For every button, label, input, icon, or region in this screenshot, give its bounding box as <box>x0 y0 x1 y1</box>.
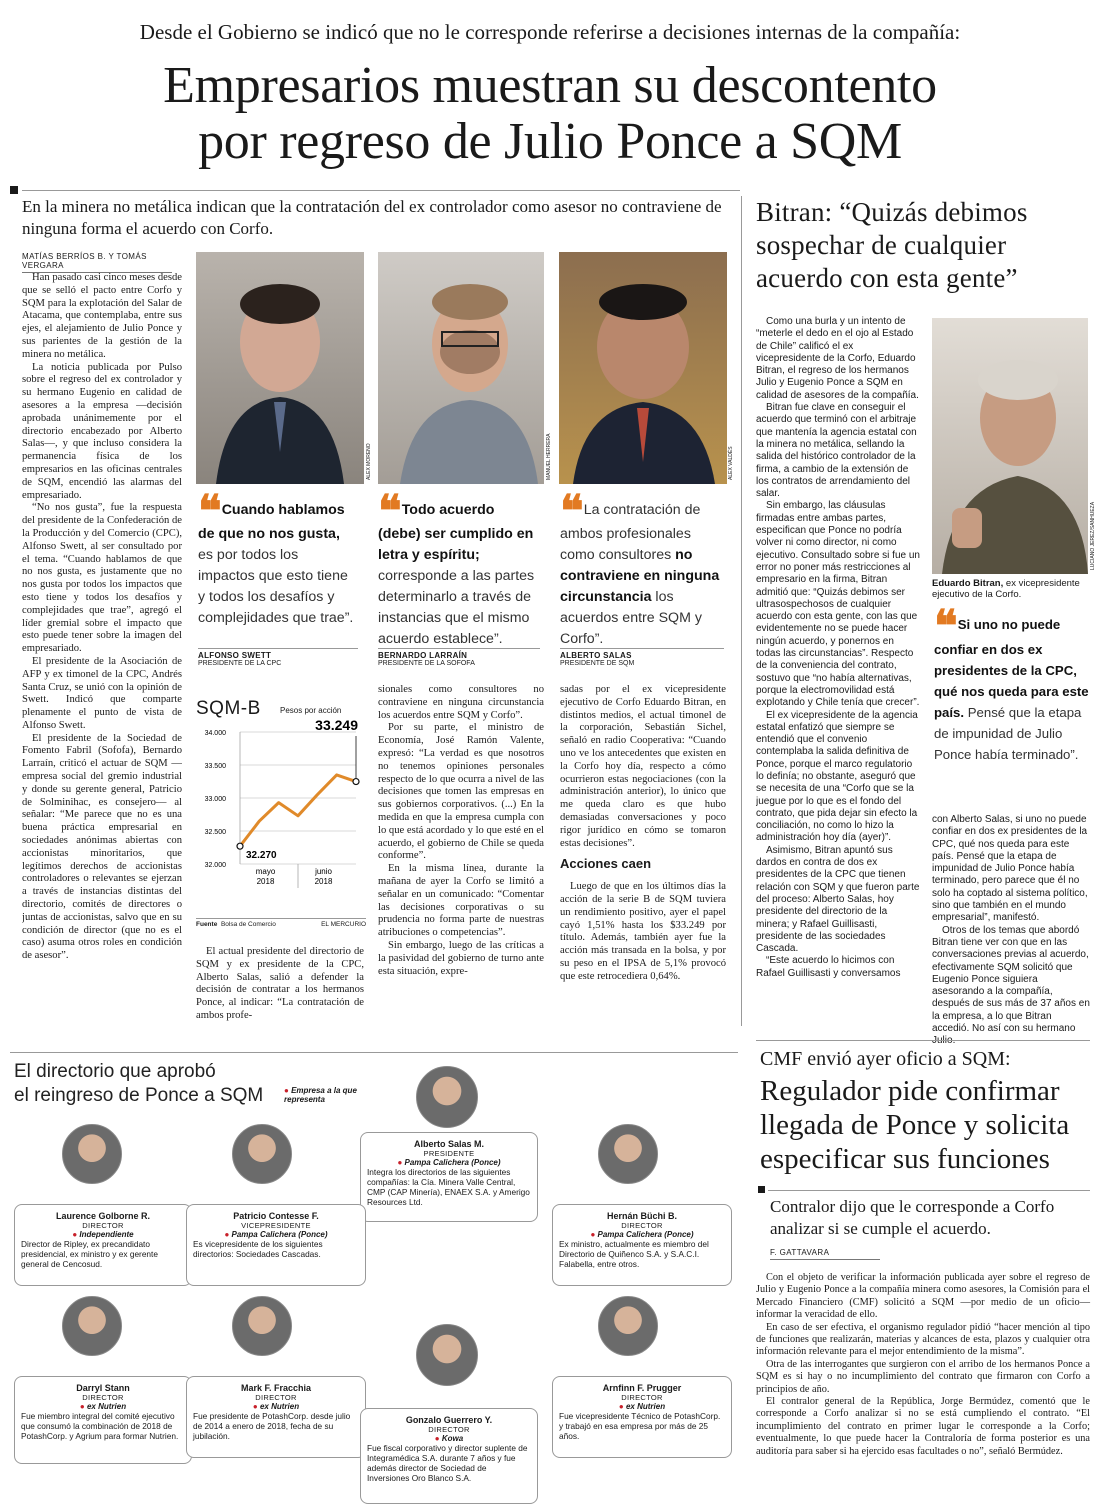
quote-mark-icon: ❝ <box>934 601 952 652</box>
board-title-2: el reingreso de Ponce a SQM <box>14 1085 264 1106</box>
portrait-figure-icon <box>932 318 1088 574</box>
member-avatar <box>598 1296 658 1356</box>
member-role: DIRECTOR <box>82 1221 124 1230</box>
quote-larrain-attrib <box>378 648 540 667</box>
chart-source: Bolsa de Comercio <box>220 921 276 928</box>
cmf-p1: Con el objeto de verificar la información publicada ayer sobre el regreso de Julio y Eugenio Ponce a la compañía minera como asesores, la Comisión para el Mercado Financiero (CMF) solicitó a SQM —por medio de un oficio— informar la veracidad de ello. <box>756 1272 1090 1321</box>
quote-mark-icon: ❝ <box>378 486 396 537</box>
col1-p5: El presidente de la Sociedad de Fomento Fabril (Sofofa), Bernardo Larraín, criticó el actuar de SQM —empresa social del gremio industrial y donde su gerente general, Patricio de Solminihac, es consejero— al señalar: “Me parece que no es una buena práctica empresarial en sociedades anónimas abiertas con accionistas minoritarios, que legítimos derechos de accionistas controladores o relevantes se ejerzan a través de instancias distintas del directorio, comités de directores o juntas de accionistas, salvo que en su condición de director (que no es el caso) asuma otros roles en condición de asesor”. <box>22 732 182 962</box>
stock-chart <box>196 692 366 938</box>
chart-ytick-label: 32.000 <box>204 862 226 869</box>
chart-point-last <box>353 779 359 785</box>
photo-credit-2: MANUEL HERRERA <box>546 433 552 480</box>
board-member-card <box>552 1204 732 1286</box>
lead-paragraph: En la minera no metálica indican que la contratación del ex controlador como asesor no contraviene de ninguna forma el acuerdo con Corfo. <box>22 197 722 238</box>
member-role: DIRECTOR <box>621 1221 663 1230</box>
quote-swett-attrib <box>198 648 358 667</box>
column-2-lower <box>196 946 364 1023</box>
member-company: ● ex Nutrien <box>187 1402 365 1411</box>
member-company: ● Pampa Calichera (Ponce) <box>187 1230 365 1239</box>
member-avatar <box>62 1296 122 1356</box>
sidebar-col-1 <box>756 316 920 1026</box>
photo-alfonso-swett <box>196 252 364 484</box>
col3-p2: Por su parte, el ministro de Economía, José Ramón Valente, expresó: “La verdad es que nosotros no tenemos opiniones personales respecto de lo que ocurra a nivel de las decisiones que tomen las empresas en sus gobiernos corporativos. (...) En la medida en que la empresa cumpla con lo que está acordado y lo que esté en el acuerdo, el gobierno de Chile se queda conforme”. <box>378 722 544 862</box>
bitran-caption <box>932 578 1090 600</box>
chart-ytick-label: 34.000 <box>204 730 226 737</box>
bitran-quote-text: Pensé que la etapa de impunidad de Julio Ponce había terminado”. <box>934 705 1082 762</box>
col2b-p1: El actual presidente del directorio de SQM y ex presidente de la CPC, Alberto Salas, salió a defender la decisión de contratar a los hermanos Ponce, al indicar: “La contratación de ambos profe- <box>196 946 364 1021</box>
chart-label-min: 32.270 <box>246 850 277 862</box>
column-1 <box>22 272 182 1032</box>
portrait-figure-icon <box>559 252 727 484</box>
section-rule <box>22 190 740 191</box>
byline: MATÍAS BERRÍOS B. Y TOMÁS VERGARA <box>22 252 172 273</box>
chart-xtick-label: 2018 <box>314 877 333 886</box>
member-role: DIRECTOR <box>82 1393 124 1402</box>
quote-salas-role: PRESIDENTE DE SQM <box>560 660 635 667</box>
quote-larrain-role: PRESIDENTE DE LA SOFOFA <box>378 660 475 667</box>
cmf-marker <box>758 1186 765 1193</box>
board-member-card <box>186 1204 366 1286</box>
col1-p3: “No nos gusta”, fue la respuesta del presidente de la Confederación de la Producción y del Comercio (CPC), Alfonso Swett, al ser consultado por el tema. “Cuando hablamos de que no nos gusta, es justamente que no nos gusta por todos los impactos que esto tiene y todos los desafíos y complejidades que trae”, agregó el líder gremial sobre el impacto que esto puede tener sobre la imagen del empresariado. <box>22 502 182 655</box>
bitran-quote-bold: Si uno no puede confiar en dos ex presidentes de la CPC, qué nos queda para este país. <box>934 617 1089 720</box>
quote-swett <box>198 486 358 629</box>
member-company: ● Pampa Calichera (Ponce) <box>361 1158 537 1167</box>
col3-p3: En la misma línea, durante la mañana de ayer la Corfo se limitó a señalar en un comunicado: “Comentar las decisiones corporativas o su prudencia no forma parte de nuestras atribuciones o competencias”. <box>378 863 544 939</box>
cmf-rule <box>768 1190 1090 1191</box>
member-description: Fue fiscal corporativo y director suplente de Integramédica S.A. durante 7 años y fue además director de Sociedad de Inversiones Oro Blanco S.A. <box>367 1443 528 1483</box>
quote-salas-pre: La contratación de ambos profesionales como consultores <box>560 502 701 563</box>
chart-source-label: Fuente <box>196 921 218 928</box>
chart-ylabel: Pesos por acción <box>280 706 342 715</box>
member-description: Fue vicepresidente Técnico de PotashCorp. y trabajó en esa empresa por más de 25 años. <box>559 1411 721 1441</box>
quote-swett-bold: Cuando hablamos de que no nos gusta, <box>198 502 345 542</box>
member-name: Gonzalo Guerrero Y. <box>405 1415 493 1425</box>
section-marker <box>10 186 18 194</box>
col1-p4: El presidente de la Asociación de AFP y ex timonel de la CPC, Andrés Santa Cruz, se unió con la opinión de Swett. Indicó que comparte plenamente el punto de vista de Alfonso Swett. <box>22 655 182 731</box>
col3-p1: sionales como consultores no contraviene en ninguna circunstancia los acuerdos entre SQM y Corfo”. <box>378 684 544 721</box>
board-member-card <box>14 1376 192 1464</box>
chart-point-min <box>237 843 243 849</box>
member-name: Arnfinn F. Prugger <box>602 1383 682 1393</box>
chart-series-line <box>240 775 356 846</box>
chart-credit: EL MERCURIO <box>321 921 366 928</box>
member-role: VICEPRESIDENTE <box>241 1221 311 1230</box>
board-title <box>14 1060 294 1108</box>
col4-p1: sadas por el ex vicepresidente ejecutivo de Corfo Eduardo Bitran, en distintos medios, el actual timonel de la corporación, Sebastián Sichel, señaló en radio Cooperativa: “Cuando uno ve los antecedentes que existen en la Corfo hoy día, respecto a cómo ocurrieron estas negociaciones (con la administración anterior), lo único que me queda claro es que hubo demasiadas conversaciones y poco rigor jurídico en cómo se tomaron estas decisiones”. <box>560 684 726 849</box>
member-role: PRESIDENTE <box>423 1149 475 1158</box>
kicker: Desde el Gobierno se indicó que no le corresponde referirse a decisiones internas de la compañía: <box>139 20 961 44</box>
sidebar-p6: “Este acuerdo lo hicimos con Rafael Guillisasti y conversamos <box>756 955 901 979</box>
cmf-divider <box>756 1040 1090 1041</box>
board-member-card <box>552 1376 732 1458</box>
portrait-figure-icon <box>196 252 364 484</box>
bitran-quote <box>934 601 1090 765</box>
quote-salas <box>560 486 724 650</box>
headline-line-2: por regreso de Julio Ponce a SQM <box>198 113 902 170</box>
col3-p4: Sin embargo, luego de las críticas a la pasividad del gobierno de turno ante esta situación, expre- <box>378 939 544 977</box>
sidebar-p4: El ex vicepresidente de la agencia estatal enfatizó que siempre se entendió que el convenio contemplaba la salida definitiva de Ponce, porque el marco regulatorio lo definía; no obstante, aseguró que se necesita de una “Corfo que se la juegue por lo que es el fondo del contrato, que pida dejar sin efecto la conciliación, no como lo hizo la administración hoy día (ayer)”. <box>756 709 918 844</box>
column-divider <box>741 196 742 1026</box>
cmf-title: Regulador pide confirmar llegada de Ponce y solicita especificar sus funciones <box>760 1075 1070 1175</box>
member-name: Darryl Stann <box>76 1383 130 1393</box>
member-avatar <box>62 1124 122 1184</box>
cmf-p3: Otra de las interrogantes que surgieron con el arribo de los hermanos Ponce a SQM es si hay o no incumplimiento del contrato que firmaron con Corfo a principios de año. <box>756 1358 1090 1395</box>
chart-ytick-label: 32.500 <box>204 829 226 836</box>
chart-xtick-label: 2018 <box>256 877 275 886</box>
member-role: DIRECTOR <box>255 1393 297 1402</box>
member-name: Alberto Salas M. <box>413 1139 485 1149</box>
member-description: Ex ministro, actualmente es miembro del Directorio de Quiñenco S.A. y S.A.C.I. Falabella, entre otros. <box>559 1239 709 1269</box>
chart-footer <box>196 918 366 928</box>
sidebar-col2-p2: Otros de los temas que abordó Bitran tiene ver con que en las conversaciones previas al acuerdo, efectivamente SQM solicitó que Eugenio Ponce siguiera asesorando a la compañía, después de sus más de 37 años en la empresa, a lo que Bitran accedió. No así con su hermano <box>932 924 1090 1035</box>
quote-salas-bold: no contraviene en ninguna circunstancia <box>560 547 720 605</box>
member-name: Hernán Büchi B. <box>606 1211 677 1221</box>
chart-plot <box>196 714 366 934</box>
subhead-acciones: Acciones caen <box>560 856 652 872</box>
cmf-body <box>756 1272 1090 1458</box>
member-description: Director de Ripley, ex precandidato presidencial, ex ministro y ex gerente general de Cencosud. <box>21 1239 158 1269</box>
sidebar-p5: Asimismo, Bitran apuntó sus dardos en contra de dos ex presidentes de la CPC que tienen relación con SQM y que fueron parte del proceso: Alberto Salas, hoy presidente del directorio de la minera; y Rafael Guillisasti, presidente de las sociedades Cascada. <box>756 844 920 955</box>
member-company: ● ex Nutrien <box>15 1402 191 1411</box>
board-member-card <box>360 1408 538 1504</box>
sidebar-col2-p1: con Alberto Salas, si uno no puede confiar en dos ex presidentes de la CPC, qué nos queda para este país. Pensé que la etapa de impunidad de Julio Ponce había terminado, pero parece que él no solo ha coptado al sistema político, sino que también en el mundo empresarial”, manifestó. <box>932 814 1088 924</box>
member-role: DIRECTOR <box>621 1393 663 1402</box>
member-description: Fue miembro integral del comité ejecutivo que consumó la combinación de 2018 de PotashCorp. y Agrium para formar Nutrien. <box>21 1411 179 1441</box>
portrait-figure-icon <box>378 252 544 484</box>
quote-salas-attrib <box>560 648 724 667</box>
col1-p1: Han pasado casi cinco meses desde que se selló el pacto entre Corfo y SQM para la explotación del Salar de Atacama, que contemplaba, entre sus ejes, el alejamiento de Julio Ponce y sus parientes de la gestión de la minera no metálica. <box>22 272 182 360</box>
photo-eduardo-bitran <box>932 318 1088 574</box>
chart-title: SQM-B <box>196 698 261 719</box>
sidebar-p2: Bitran fue clave en conseguir el acuerdo que terminó con el arbitraje que mantenía la agencia estatal con la minera no metálica, sellando la salida del histórico controlador de la firma, a cambio de la extensión de los contratos de arrendamiento del salar. <box>756 402 917 500</box>
sidebar-title: Bitran: “Quizás debimos sospechar de cualquier acuerdo con esta gente” <box>756 197 1028 293</box>
board-member-card <box>360 1132 538 1222</box>
member-avatar <box>416 1066 478 1128</box>
chart-ytick-label: 33.000 <box>204 796 226 803</box>
member-company: ● Kowa <box>361 1434 537 1443</box>
bitran-photo-credit: LUCIANO JEREZ/SANHUEZA <box>1090 501 1096 570</box>
quote-swett-text: es por todos los impactos que esto tiene y todos los desafíos y complejidades que trae”. <box>198 547 354 626</box>
column-4 <box>560 684 726 984</box>
chart-label-last: 33.249 <box>315 717 358 733</box>
quote-larrain-name: BERNARDO LARRAÍN <box>378 651 468 660</box>
bitran-caption-name: Eduardo Bitran, <box>932 578 1004 589</box>
member-avatar <box>416 1324 478 1386</box>
member-company: ● Pampa Calichera (Ponce) <box>553 1230 731 1239</box>
quote-salas-text: los acuerdos entre SQM y Corfo”. <box>560 589 702 647</box>
board-legend-text: Empresa a la que representa <box>284 1086 357 1104</box>
quote-mark-icon: ❝ <box>198 486 216 537</box>
quote-swett-role: PRESIDENTE DE LA CPC <box>198 660 282 667</box>
chart-ytick-label: 33.500 <box>204 763 226 770</box>
board-member-card <box>186 1376 366 1458</box>
sidebar-p3: Sin embargo, las cláusulas firmadas entre ambas partes, especifican que Ponce no podría volver ni como director, ni como ejecutivo. Consultado sobre si fue un error no poner más restricciones al empresario en la firma, Bitran admitió que: “Quizás debimos ser ultrasospechosos de cualquier acuerdo con esta gente, con las que evidentemente no se puede hacer ningún acuerdo, y ponernos en todas las circunstancias”. Respecto de la conveniencia del contrato, sostuvo que “no había alternativas, porque la electromovilidad está explotando y Chile tenía que crecer”. <box>756 500 920 709</box>
member-description: Integra los directorios de las siguientes compañías: la Cía. Minera Valle Central, CMP (CAP Minería), ENAEX S.A. y Amerigo Resources Ltd. <box>367 1167 530 1207</box>
sidebar-col-2 <box>932 814 1090 1048</box>
member-name: Patricio Contesse F. <box>233 1211 319 1221</box>
board-legend <box>284 1086 374 1104</box>
member-name: Mark F. Fracchia <box>240 1383 312 1393</box>
quote-mark-icon: ❝ <box>560 486 578 537</box>
headline-line-1: Empresarios muestran su descontento <box>163 57 937 114</box>
cmf-lead: Contralor dijo que le corresponde a Corfo analizar si se cumple el acuerdo. <box>770 1197 1055 1238</box>
headline <box>40 58 1060 170</box>
photo-alberto-salas <box>559 252 727 484</box>
quote-larrain-bold: Todo acuerdo (debe) ser cumplido en letra y espíritu; <box>378 502 534 563</box>
quote-salas-name: ALBERTO SALAS <box>560 651 632 660</box>
legend-dot-icon: ● <box>284 1086 289 1095</box>
chart-xtick-label: mayo <box>255 867 276 876</box>
member-company: ● ex Nutrien <box>553 1402 731 1411</box>
column-3 <box>378 684 544 978</box>
member-description: Fue presidente de PotashCorp. desde julio de 2014 a enero de 2018, fecha de su jubilación. <box>193 1411 351 1441</box>
member-avatar <box>598 1124 658 1184</box>
cmf-p2: En caso de ser efectiva, el organismo regulador pidió “hacer mención al tipo de funciones que realizarán, materias y alcances de esta, plazos y cualquier otra información relevante para el mejor entendimiento de la misma”. <box>756 1321 1090 1358</box>
section-divider <box>10 1052 738 1053</box>
chart-xtick-label: junio <box>315 867 332 876</box>
col1-p2: La noticia publicada por Pulso sobre el regreso del ex controlador y su hermano Eugenio en calidad de asesores a la empresa —decisión aprobada unánimemente por el directorio encabezado por Alberto Salas—, y que incluso considera la permanencia física de los empresarios en las oficinas centrales de SQM, encendió las alarmas del empresariado. <box>22 361 182 501</box>
photo-credit-3: ALEX VALDÉS <box>728 446 734 480</box>
col4b-p1: Luego de que en los últimos días la acción de la serie B de SQM tuviera un rendimiento positivo, ayer el papel cayó 1,51% hasta los $33.249 por título. Además, también ayer fue la acción más transada en la bolsa, y por su peso en el IPSA de 5,1% provocó que este retrocediera 0,64%. <box>560 881 726 982</box>
cmf-kicker: CMF envió ayer oficio a SQM: <box>760 1048 1011 1070</box>
member-avatar <box>232 1296 292 1356</box>
quote-larrain-text: corresponde a las partes determinarlo a través de instancias que el mismo acuerdo establece”. <box>378 568 535 647</box>
quote-swett-name: ALFONSO SWETT <box>198 651 272 660</box>
cmf-p4: El contralor general de la República, Jorge Bermúdez, comentó que le corresponde a Corfo analizar si no se está cumpliendo el contrato. “El incumplimiento del contrato en primer lugar le corresponde a la Corfo; eventualmente, lo que puede hacer la Contraloría de forma posterior es una auditoría para saber si ha ejercido esas facultades o no”, señaló Bermúdez. <box>756 1396 1090 1457</box>
cmf-byline: F. GATTAVARA <box>770 1248 880 1260</box>
board-title-1: El directorio que aprobó <box>14 1061 216 1082</box>
member-description: Es vicepresidente de los siguientes directorios: Sociedades Cascadas. <box>193 1239 323 1259</box>
member-company: ● Independiente <box>15 1230 191 1239</box>
photo-credit-1: ALEX MORENO <box>366 443 372 480</box>
member-name: Laurence Golborne R. <box>55 1211 151 1221</box>
member-role: DIRECTOR <box>428 1425 470 1434</box>
sidebar-p1: Como una burla y un intento de “meterle el dedo en el ojo al Estado de Chile” calificó el ex vicepresidente de la Corfo, Eduardo Bitran, el regreso de los hermanos Julio y Eugenio Ponce a SQM en calidad de asesores de la compañía. <box>756 316 919 401</box>
bitran-caption-text: ex vicepresidente ejecutivo de la Corfo. <box>932 578 1080 600</box>
quote-larrain <box>378 486 540 650</box>
photo-bernardo-larrain <box>378 252 544 484</box>
board-member-card <box>14 1204 192 1286</box>
member-avatar <box>232 1124 292 1184</box>
